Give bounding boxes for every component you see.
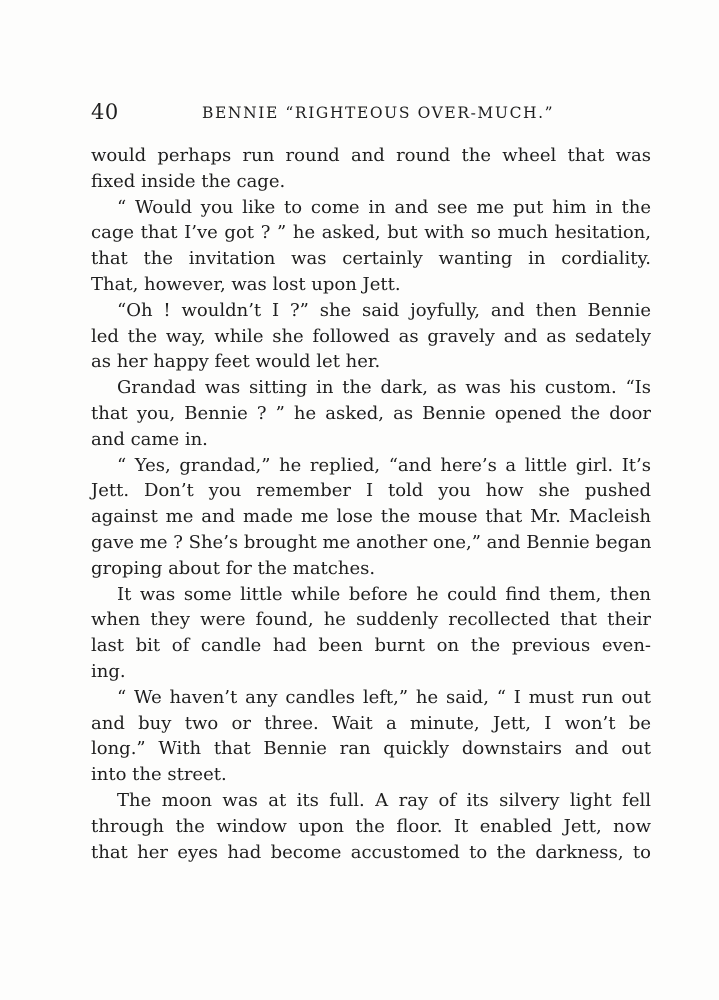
text-line: and buy two or three. Wait a minute, Jett, I won’t be (91, 712, 651, 734)
text-line: last bit of candle had been burnt on the previous even- (91, 635, 651, 657)
text-line: that you, Bennie ? ” he asked, as Bennie opened the door (91, 402, 651, 424)
text-line: and came in. (91, 428, 208, 450)
text-line: would perhaps run round and round the wheel that was (91, 145, 651, 166)
body-text (91, 143, 651, 865)
text-line: as her happy feet would let her. (91, 351, 381, 373)
text-line: Jett. Don’t you remember I told you how she pushed (91, 480, 651, 502)
text-line: fixed inside the cage. (91, 170, 286, 192)
text-line: against me and made me lose the mouse that Mr. Macleish (91, 506, 651, 528)
text-line: when they were found, he suddenly recollected that their (91, 609, 651, 631)
text-line: gave me ? She’s brought me another one,” and Bennie began (91, 531, 652, 553)
text-line: ing. (91, 660, 126, 682)
text-line: The moon was at its full. A ray of its silvery light fell (117, 789, 651, 811)
text-line: led the way, while she followed as gravely and as sedately (91, 325, 651, 347)
text-line: that the invitation was certainly wanting in cordiality. (91, 248, 651, 270)
text-line: “Oh ! wouldn’t I ?” she said joyfully, and then Bennie (117, 299, 651, 321)
text-line: That, however, was lost upon Jett. (91, 273, 401, 295)
text-line: long.” With that Bennie ran quickly downstairs and out (91, 738, 651, 760)
text-line: “ Yes, grandad,” he replied, “and here’s a little girl. It’s (117, 454, 651, 476)
text-line: groping about for the matches. (91, 557, 376, 579)
running-title: BENNIE “RIGHTEOUS OVER-MUCH.” (202, 104, 555, 122)
text-line: “ Would you like to come in and see me put him in the (117, 196, 651, 218)
text-line: It was some little while before he could find them, then (117, 583, 651, 605)
text-line: into the street. (91, 764, 227, 786)
page-header (91, 100, 651, 130)
text-line: Grandad was sitting in the dark, as was his custom. “Is (117, 377, 651, 399)
text-line: through the window upon the floor. It enabled Jett, now (91, 815, 651, 837)
text-line: cage that I’ve got ? ” he asked, but with so much hesitation, (91, 222, 651, 244)
page-number: 40 (91, 100, 119, 124)
text-line: “ We haven’t any candles left,” he said, “ I must run out (117, 686, 651, 708)
text-line: that her eyes had become accustomed to the darkness, to (91, 841, 651, 863)
